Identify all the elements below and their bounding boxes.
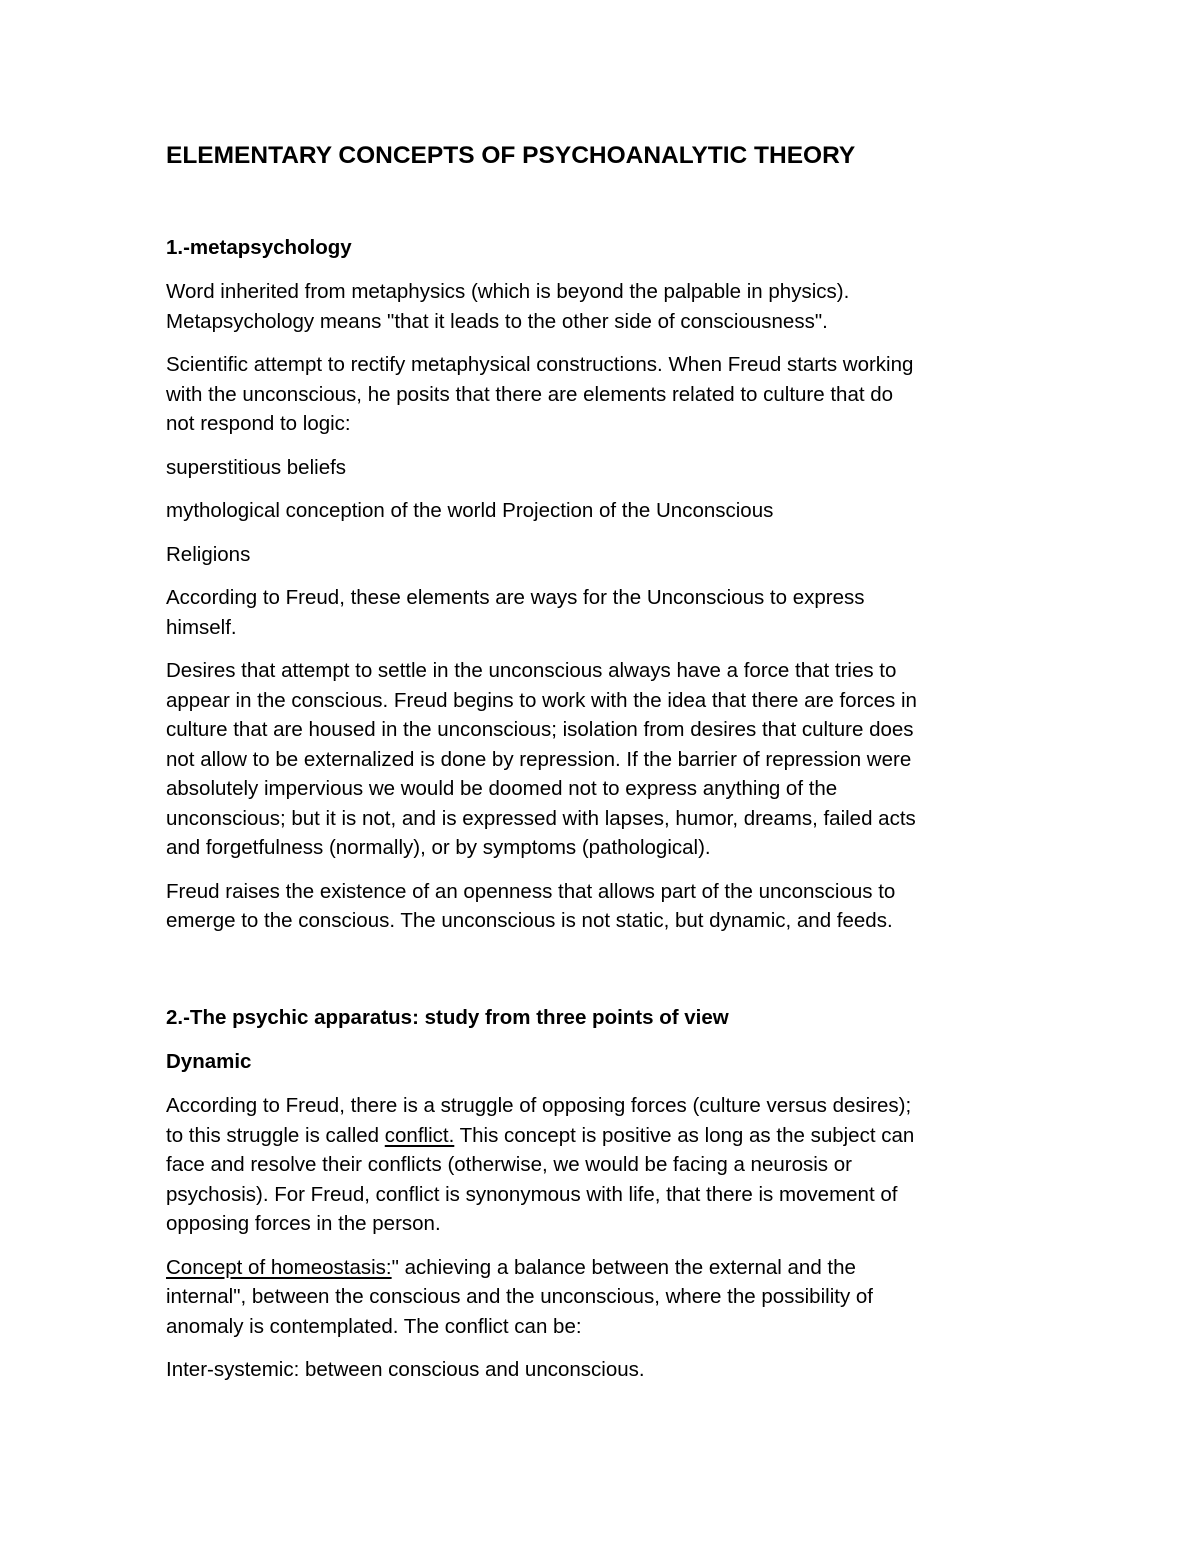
section-heading: 1.-metapsychology bbox=[166, 236, 352, 259]
paragraph-line: psychosis). For Freud, conflict is synonymous with life, that there is movement of bbox=[166, 1182, 898, 1206]
paragraph bbox=[166, 453, 1046, 483]
paragraph bbox=[166, 877, 1046, 936]
paragraph-line bbox=[166, 1121, 1046, 1151]
section-heading: 2.-The psychic apparatus: study from three points of view bbox=[166, 1006, 729, 1029]
paragraph-line: opposing forces in the person. bbox=[166, 1212, 441, 1235]
paragraph-line: anomaly is contemplated. The conflict can be: bbox=[166, 1314, 582, 1338]
paragraph bbox=[166, 1355, 1046, 1385]
section-psychic-apparatus bbox=[166, 1003, 1046, 1385]
paragraph bbox=[166, 1091, 1046, 1239]
paragraph bbox=[166, 540, 1046, 570]
paragraph-line: Metapsychology means "that it leads to the other side of consciousness". bbox=[166, 309, 828, 333]
paragraph bbox=[166, 277, 1046, 336]
document-page bbox=[166, 0, 1046, 1553]
document-title: ELEMENTARY CONCEPTS OF PSYCHOANALYTIC THEORY bbox=[166, 142, 856, 169]
paragraph bbox=[166, 583, 1046, 642]
paragraph-line: Word inherited from metaphysics (which is beyond the palpable in physics). bbox=[166, 280, 850, 303]
paragraph-line: superstitious beliefs bbox=[166, 455, 347, 479]
paragraph-line: emerge to the conscious. The unconscious is not static, but dynamic, and feeds. bbox=[166, 909, 893, 932]
paragraph-line: absolutely impervious we would be doomed not to express anything of the bbox=[166, 777, 838, 800]
paragraph-line: Scientific attempt to rectify metaphysical constructions. When Freud starts working bbox=[166, 353, 914, 376]
paragraph-line: not respond to logic: bbox=[166, 412, 351, 435]
paragraph-line: According to Freud, these elements are ways for the Unconscious to express bbox=[166, 586, 865, 609]
section-metapsychology bbox=[166, 233, 1046, 936]
paragraph-line: unconscious; but it is not, and is expressed with lapses, humor, dreams, failed acts bbox=[166, 806, 916, 830]
paragraph bbox=[166, 496, 1046, 526]
paragraph-line: appear in the conscious. Freud begins to work with the idea that there are forces in bbox=[166, 688, 917, 712]
paragraph bbox=[166, 656, 1046, 863]
paragraph-line bbox=[166, 1253, 1046, 1283]
paragraph-line: internal", between the conscious and the unconscious, where the possibility of bbox=[166, 1285, 873, 1308]
paragraph-line: culture that are housed in the unconscious; isolation from desires that culture does bbox=[166, 718, 914, 741]
paragraph-line: mythological conception of the world Projection of the Unconscious bbox=[166, 499, 774, 522]
paragraph-line: Freud raises the existence of an openness that allows part of the unconscious to bbox=[166, 879, 896, 903]
underlined-term-conflict: conflict. bbox=[384, 1123, 455, 1147]
paragraph-line: Inter-systemic: between conscious and unconscious. bbox=[166, 1358, 645, 1381]
underlined-term-homeostasis: Concept of homeostasis: bbox=[166, 1255, 392, 1279]
text-run: to this struggle is called bbox=[166, 1123, 385, 1147]
text-run: " achieving a balance between the external and the bbox=[391, 1255, 856, 1279]
paragraph-line: with the unconscious, he posits that there are elements related to culture that do bbox=[166, 382, 894, 406]
paragraph-line: not allow to be externalized is done by repression. If the barrier of repression were bbox=[166, 747, 912, 771]
paragraph-line: Desires that attempt to settle in the unconscious always have a force that tries to bbox=[166, 659, 897, 682]
paragraph-line: face and resolve their conflicts (otherwise, we would be facing a neurosis or bbox=[166, 1153, 852, 1176]
subheading-dynamic: Dynamic bbox=[166, 1050, 252, 1073]
paragraph-line: According to Freud, there is a struggle of opposing forces (culture versus desires); bbox=[166, 1094, 912, 1117]
paragraph-line: and forgetfulness (normally), or by symptoms (pathological). bbox=[166, 836, 711, 859]
text-run: This concept is positive as long as the subject can bbox=[454, 1123, 915, 1147]
paragraph bbox=[166, 350, 1046, 439]
paragraph-line: himself. bbox=[166, 615, 237, 639]
paragraph-line: Religions bbox=[166, 542, 251, 566]
paragraph bbox=[166, 1253, 1046, 1342]
